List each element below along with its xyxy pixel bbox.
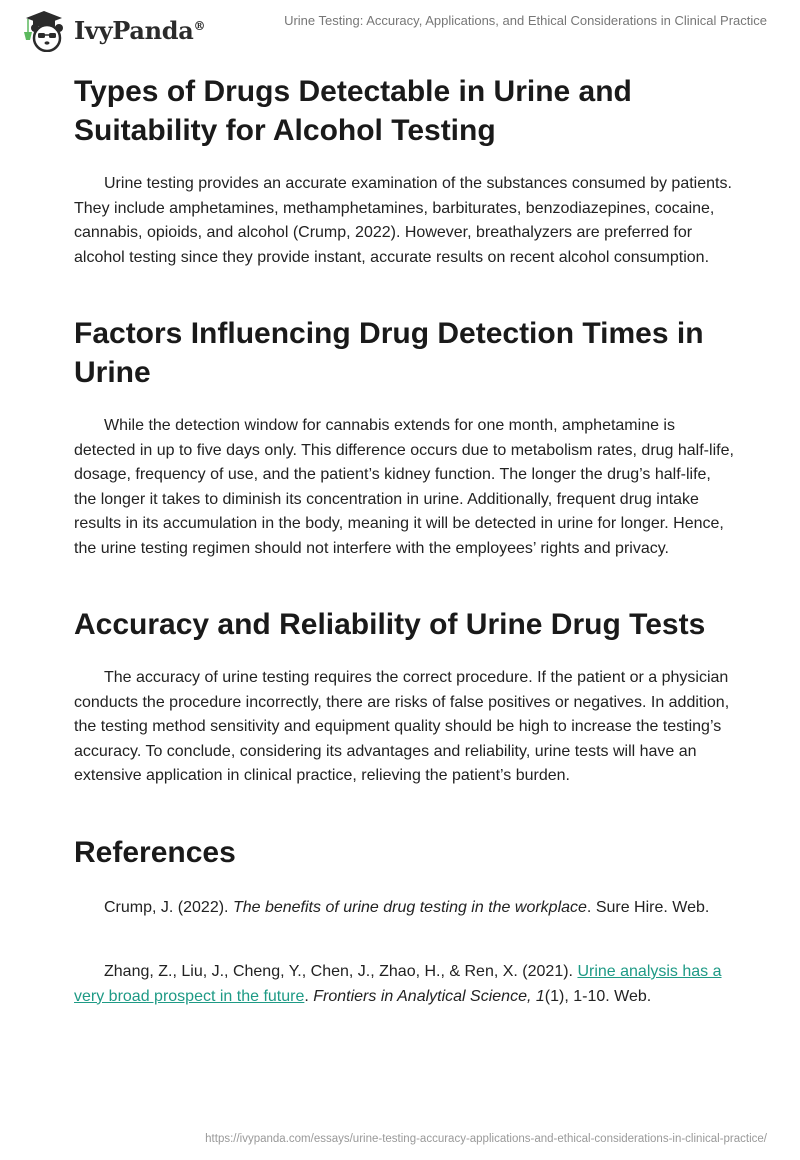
reference-item: Zhang, Z., Liu, J., Cheng, Y., Chen, J., Zhao, H., & Ren, X. (2021). Urine analysis has a very broad prospect in the future. Frontiers in Analytical Science, 1(1), 1-10. Web. [74, 963, 722, 1005]
reference-link[interactable]: Urine analysis has a very broad prospect in the future [74, 963, 722, 1005]
section-heading-accuracy: Accuracy and Reliability of Urine Drug Tests [74, 608, 706, 641]
section-body-drug-types: Urine testing provides an accurate examination of the substances consumed by patients. They include amphetamines, methamphetamines, barbiturates, benzodiazepines, cocaine, cannabis, opioids, and alcohol (Crump, 2022). However, breathalyzers are preferred for alcohol testing since they provide instant, accurate results on recent alcohol consumption. [74, 175, 732, 266]
logo-text: IvyPanda® [74, 15, 206, 45]
section-body-detection-factors: While the detection window for cannabis extends for one month, amphetamine is detected in up to five days only. This difference occurs due to metabolism rates, drug half-life, dosage, frequency of use, and the patient’s kidney function. The longer the drug’s half-life, the longer it takes to diminish its concentration in urine. Additionally, frequent drug intake results in its accumulation in the body, meaning it will be detected in urine for longer. Hence, the urine testing regimen should not interfere with the employees’ rights and privacy. [74, 417, 734, 557]
reference-item: Crump, J. (2022). The benefits of urine drug testing in the workplace. Sure Hire. Web. [104, 899, 710, 916]
section-body-accuracy: The accuracy of urine testing requires the correct procedure. If the patient or a physician conducts the procedure incorrectly, there are risks of false positives or negatives. In addition, the testing method sensitivity and equipment quality should be high to increase the testing’s accuracy. To conclude, considering its advantages and reliability, urine tests will have an extensive application in clinical practice, relieving the patient’s burden. [74, 669, 730, 785]
running-title: Urine Testing: Accuracy, Applications, and Ethical Considerations in Clinical Practice [284, 13, 767, 28]
section-heading-detection-factors: Factors Influencing Drug Detection Times in Urine [74, 317, 704, 389]
references-heading: References [74, 836, 236, 869]
panda-graduate-icon [20, 8, 66, 52]
footer-url: https://ivypanda.com/essays/urine-testing-accuracy-applications-and-ethical-considerations-in-clinical-practice/ [205, 1133, 767, 1145]
section-heading-drug-types: Types of Drugs Detectable in Urine and Suitability for Alcohol Testing [74, 75, 632, 147]
logo[interactable] [20, 8, 205, 52]
